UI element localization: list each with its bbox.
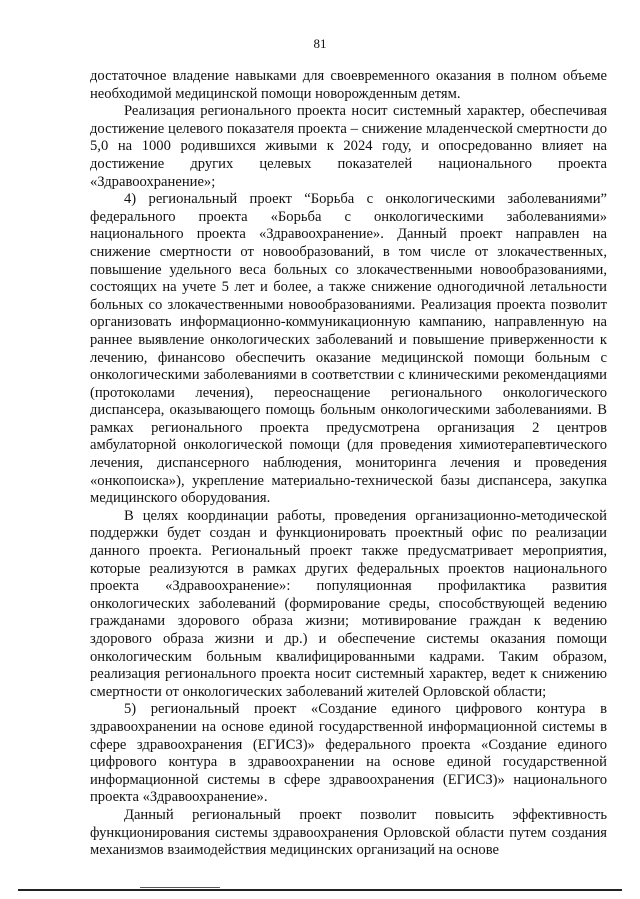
scan-edge-mark [140, 887, 220, 888]
document-body [90, 68, 607, 860]
paragraph-efficiency: Данный региональный проект позволит повысить эффективность функционирования системы здравоохранения Орловской области путем создания механизмов взаимодействия медицинских организаций на основе [90, 806, 607, 859]
page-number: 81 [313, 36, 327, 51]
paragraph-digital-contour: 5) региональный проект «Создание единого цифрового контура в здравоохранении на основе единой государственной информационной системы в сфере здравоохранения (ЕГИСЗ)» федерального проекта «Создание единого цифрового контура в здравоохранении на основе единой государственной информационной системы в сфере здравоохранения (ЕГИСЗ)» национального проекта «Здравоохранение». [90, 701, 607, 806]
paragraph-oncology-project: 4) региональный проект “Борьба с онкологическими заболеваниями” федерального проекта «Борьба с онкологическими заболеваниями» национального проекта «Здравоохранение». Данный проект направлен на снижение смертности от новообразований, в том числе от злокачественных, повышение удельного веса больных со злокачественными новообразованиями, состоящих на учете 5 лет и более, а также снижение одногодичной летальности больных со злокачественными новообразованиями. Реализация проекта позволит организовать информационно-коммуникационную кампанию, направленную на раннее выявление онкологических заболеваний и повышение приверженности к лечению, финансово обеспечить оказание медицинской помощи больным с онкологическими заболеваниями в соответствии с клиническими рекомендациями (протоколами лечения), переоснащение регионального онкологического диспансера, оказывающего помощь больным онкологическими заболеваниями. В рамках регионального проекта предусмотрена организация 2 центров амбулаторной онкологической помощи (для проведения химиотерапевтического лечения, диспансерного наблюдения, мониторинга лечения и проведения «онкопоиска»), укрепление материально-технической базы диспансера, закупка медицинского оборудования. [90, 191, 607, 507]
paragraph-project-office: В целях координации работы, проведения организационно-методической поддержки будет создан и функционировать проектный офис по реализации данного проекта. Региональный проект также предусматривает мероприятия, которые реализуются в рамках других федеральных проектов национального проекта «Здравоохранение»: популяционная профилактика развития онкологических заболеваний (формирование среды, способствующей ведению гражданами здорового образа жизни; мотивирование граждан к ведению здорового образа жизни и др.) и обеспечение системы оказания помощи онкологическим больным квалифицированными кадрами. Таким образом, реализация регионального проекта носит системный характер, ведет к снижению смертности от онкологических заболеваний жителей Орловской области; [90, 507, 607, 700]
scan-edge-line [18, 889, 622, 891]
paragraph-continuation: достаточное владение навыками для своевременного оказания в полном объеме необходимой медицинской помощи новорожденным детям. [90, 68, 607, 102]
paragraph-infant-mortality: Реализация регионального проекта носит системный характер, обеспечивая достижение целевого показателя проекта – снижение младенческой смертности до 5,0 на 1000 родившихся живыми к 2024 году, и опосредованно влияет на достижение других целевых показателей национального проекта «Здравоохранение»; [90, 103, 607, 190]
